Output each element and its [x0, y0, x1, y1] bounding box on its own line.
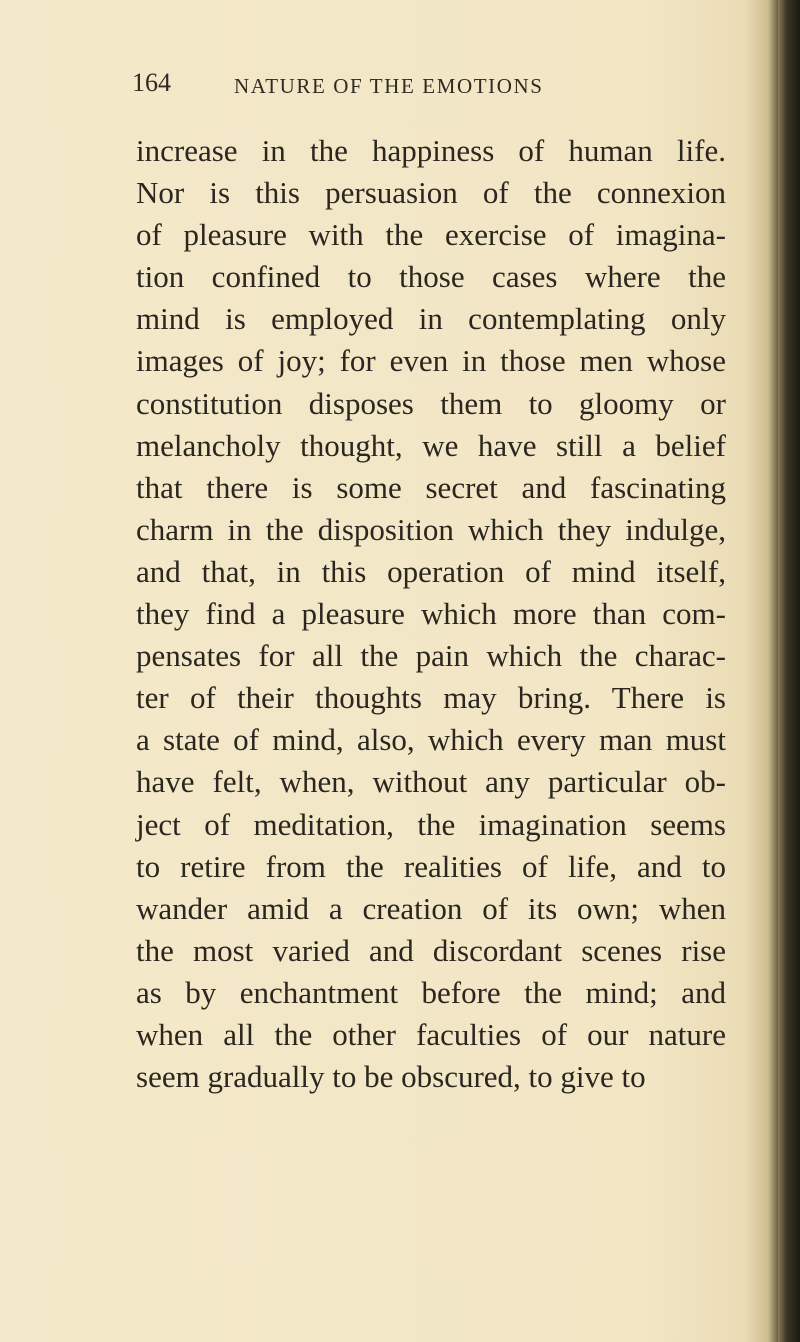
binding-edge — [778, 0, 800, 1342]
text-line: seem gradually to be obscured, to give to — [136, 1059, 646, 1095]
text-line: and that, in this operation of mind itself, — [136, 553, 726, 589]
text-line: mind is employed in contemplating only — [136, 301, 726, 337]
text-line: as by enchantment before the mind; and — [136, 974, 726, 1010]
text-line: they find a pleasure which more than com- — [136, 596, 726, 632]
text-line: when all the other faculties of our nature — [136, 1016, 726, 1052]
text-line: wander amid a creation of its own; when — [136, 890, 726, 926]
text-line: tion confined to those cases where the — [136, 259, 726, 295]
running-title: NATURE OF THE EMOTIONS — [234, 74, 544, 98]
text-line: melancholy thought, we have still a belief — [136, 427, 726, 463]
text-line: that there is some secret and fascinating — [136, 469, 726, 505]
text-line: the most varied and discordant scenes rise — [136, 932, 726, 968]
text-line: to retire from the realities of life, and to — [136, 848, 726, 884]
text-line: images of joy; for even in those men whose — [136, 343, 726, 379]
text-line: pensates for all the pain which the charac- — [136, 638, 726, 674]
text-line: charm in the disposition which they indulge, — [136, 511, 726, 547]
text-line: constitution disposes them to gloomy or — [136, 385, 726, 421]
text-line: a state of mind, also, which every man must — [136, 722, 726, 758]
text-line: Nor is this persuasion of the connexion — [136, 175, 726, 211]
page-number: 164 — [132, 68, 171, 97]
text-line: ject of meditation, the imagination seems — [136, 806, 726, 842]
text-line: have felt, when, without any particular ob- — [136, 764, 726, 800]
body-text — [136, 130, 726, 1098]
text-line: increase in the happiness of human life. — [136, 133, 726, 168]
text-line: ter of their thoughts may bring. There is — [136, 680, 726, 716]
text-line: of pleasure with the exercise of imagina- — [136, 217, 726, 253]
